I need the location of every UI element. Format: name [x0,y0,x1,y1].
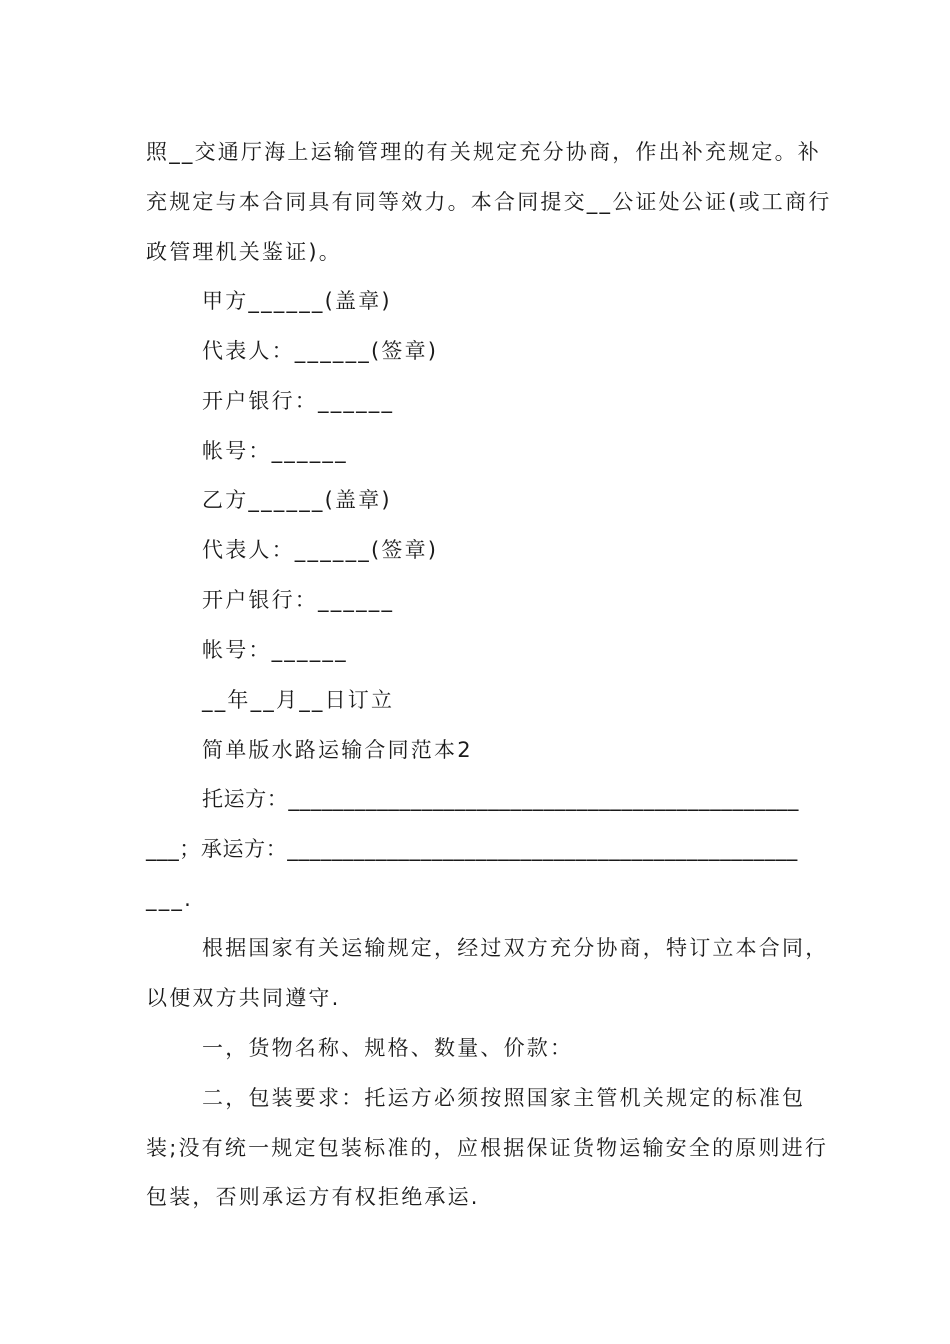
paragraph-line: 根据国家有关运输规定，经过双方充分协商，特订立本合同， [202,936,829,960]
clause-2-line: 包装，否则承运方有权拒绝承运. [146,1185,480,1209]
section-title: 简单版水路运输合同范本2 [202,738,473,762]
party-b-account-line: 帐号：______ [202,638,348,662]
party-a-seal-line: 甲方______(盖章) [202,289,392,313]
clause-2-line: 二，包装要求：托运方必须按照国家主管机关规定的标准包 [202,1086,806,1110]
party-b-representative-line: 代表人：______(签章) [202,538,439,562]
party-b-bank-line: 开户银行：______ [202,588,395,612]
party-b-seal-line: 乙方______(盖章) [202,488,392,512]
paragraph-line: 政管理机关鉴证)。 [146,240,342,264]
date-line: __年__月__日订立 [202,688,395,712]
clause-1-heading: 一，货物名称、规格、数量、价款： [202,1036,574,1060]
carrier-line: ___；承运方：______________________________________________ [146,837,798,861]
party-a-account-line: 帐号：______ [202,439,348,463]
party-a-representative-line: 代表人：______(签章) [202,339,439,363]
shipper-line: 托运方：______________________________________________ [202,787,799,811]
paragraph-line: 充规定与本合同具有同等效力。本合同提交__公证处公证(或工商行 [146,190,832,214]
paragraph-line: 以便双方共同遵守. [146,986,341,1010]
paragraph-line: 照__交通厅海上运输管理的有关规定充分协商，作出补充规定。补 [146,140,821,164]
party-a-bank-line: 开户银行：______ [202,389,395,413]
clause-2-line: 装;没有统一规定包装标准的，应根据保证货物运输安全的原则进行 [146,1136,829,1160]
paragraph-line: ___. [146,887,193,911]
